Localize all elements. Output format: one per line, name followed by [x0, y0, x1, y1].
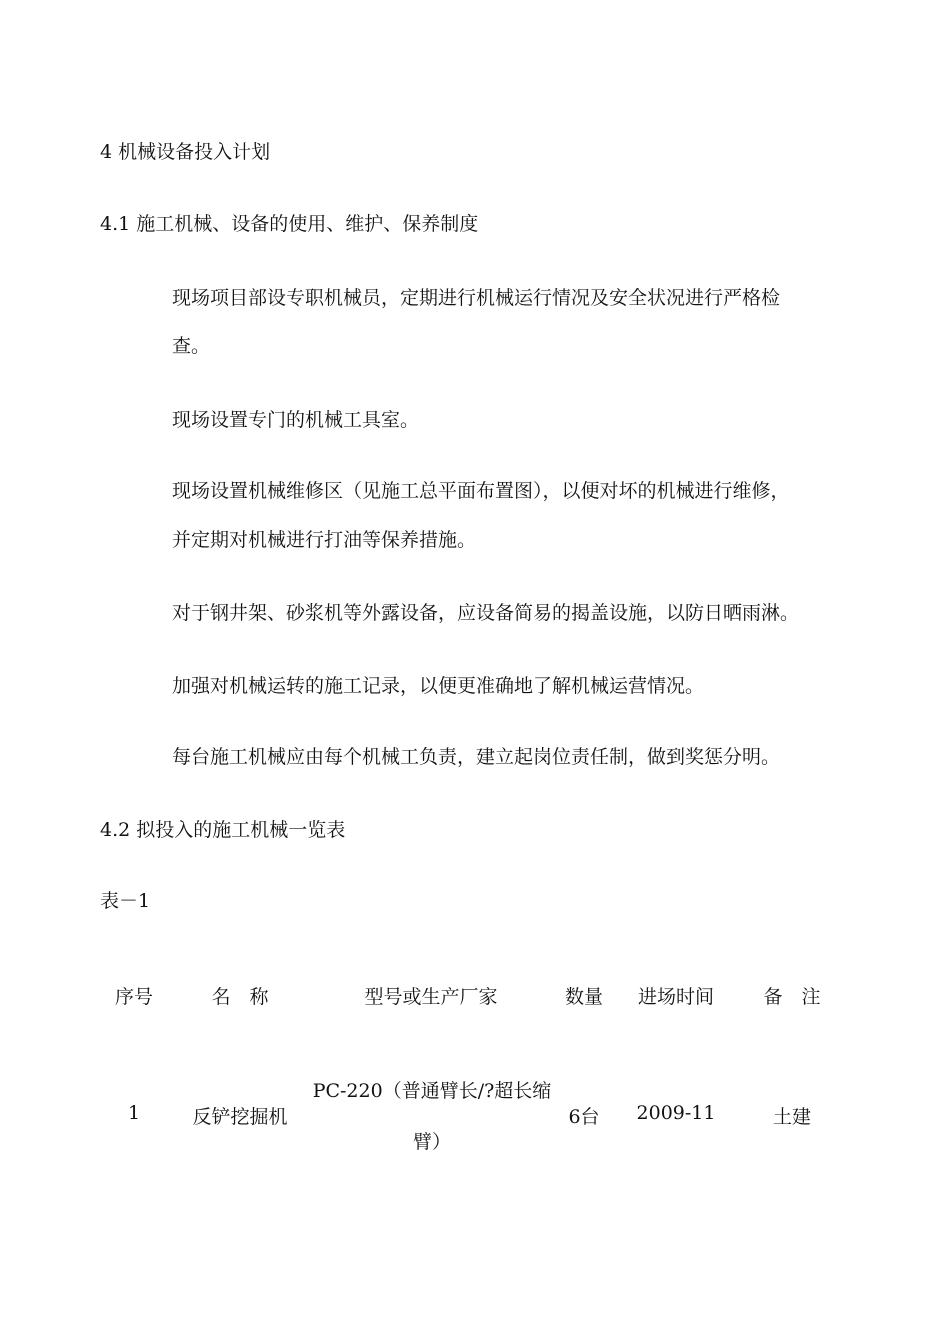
equipment-quantity: 6台 — [568, 1106, 600, 1128]
equipment-name: 反铲挖掘机 — [192, 1106, 288, 1128]
subsection-title: 4.1 施工机械、设备的使用、维护、保养制度 — [100, 213, 479, 235]
subsection-title: 4.2 拟投入的施工机械一览表 — [100, 819, 346, 841]
paragraph: 现场设置专门的机械工具室。 — [172, 409, 420, 431]
row-number: 1 — [127, 1102, 141, 1124]
paragraph: 加强对机械运转的施工记录，以便更准确地了解机械运营情况。 — [172, 675, 705, 697]
header-cell: 名 称 — [211, 986, 269, 1008]
equipment-model: 臂） — [412, 1131, 451, 1153]
paragraph: 现场项目部设专职机械员，定期进行机械运行情况及安全状况进行严格检 — [172, 287, 781, 309]
paragraph: 对于钢井架、砂浆机等外露设备，应设备简易的揭盖设施，以防日晒雨淋。 — [172, 602, 800, 624]
entry-date: 2009-11 — [636, 1102, 716, 1124]
header-cell: 型号或生产厂家 — [364, 986, 498, 1008]
equipment-model: PC-220（普通臂长/?超长缩 — [312, 1080, 552, 1102]
paragraph: 并定期对机械进行打油等保养措施。 — [172, 529, 477, 551]
header-cell: 进场时间 — [637, 986, 714, 1008]
header-cell: 序号 — [114, 986, 153, 1008]
section-title: 4 机械设备投入计划 — [100, 141, 271, 163]
header-cell: 备 注 — [763, 986, 821, 1008]
header-cell: 数量 — [564, 986, 603, 1008]
remark: 土建 — [772, 1106, 811, 1128]
paragraph: 现场设置机械维修区（见施工总平面布置图），以便对坏的机械进行维修， — [172, 480, 790, 502]
paragraph: 每台施工机械应由每个机械工负责，建立起岗位责任制，做到奖惩分明。 — [172, 746, 781, 768]
table-caption: 表－1 — [100, 890, 151, 912]
paragraph: 查。 — [172, 335, 211, 357]
